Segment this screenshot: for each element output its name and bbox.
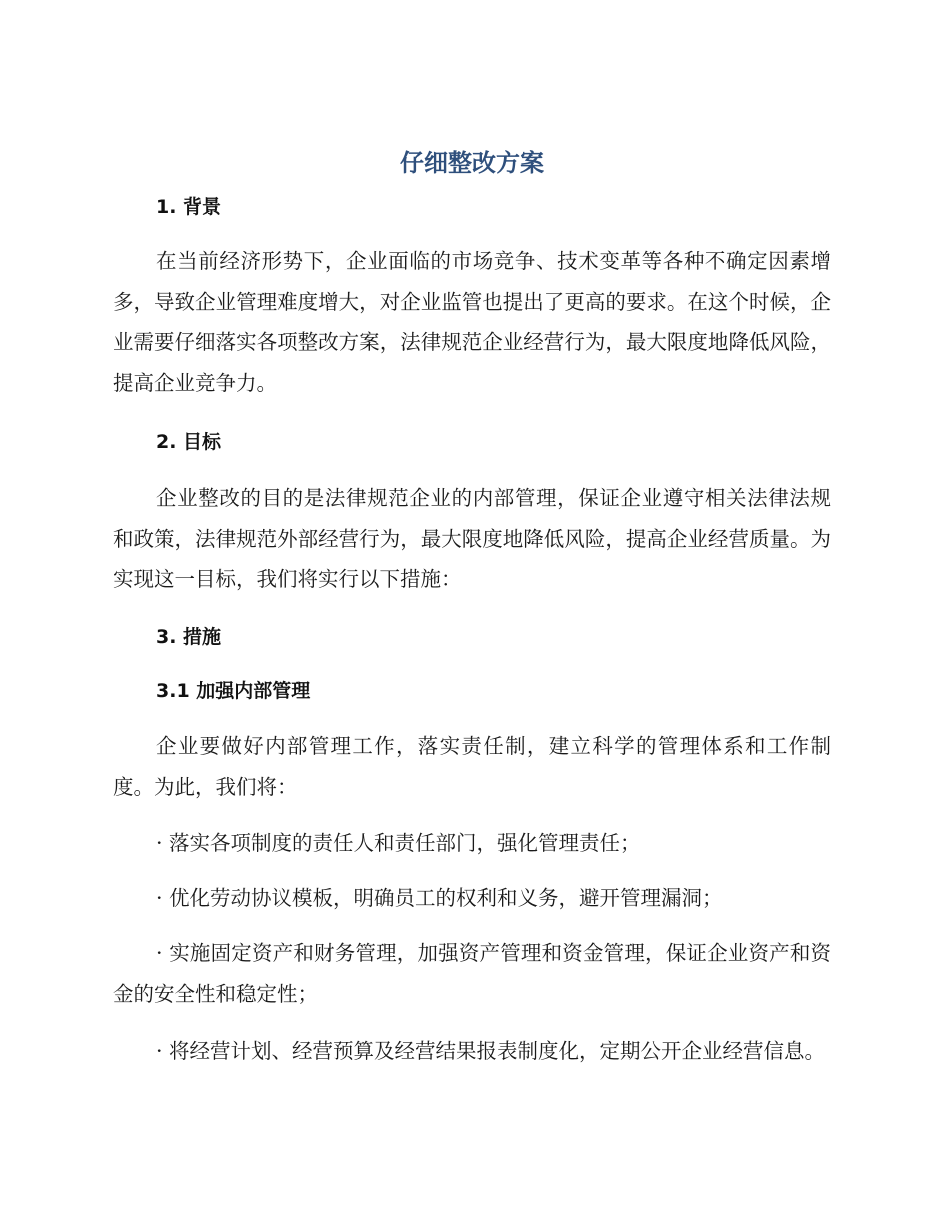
list-item: · 将经营计划、经营预算及经营结果报表制度化，定期公开企业经营信息。 — [156, 1039, 826, 1063]
section-heading-background: 1. 背景 — [156, 196, 222, 218]
background-paragraph: 在当前经济形势下，企业面临的市场竞争、技术变革等各种不确定因素增多，导致企业管理难度增大，对企业监管也提出了更高的要求。在这个时候，企业需要仔细落实各项整改方案，法律规范企业经营行为，最大限度地降低风险，提高企业竞争力。 — [113, 249, 831, 396]
subsection-3-1-paragraph: 企业要做好内部管理工作，落实责任制，建立科学的管理体系和工作制度。为此，我们将： — [113, 734, 831, 799]
list-item: · 实施固定资产和财务管理，加强资产管理和资金管理，保证企业资产和资金的安全性和稳定性； — [113, 941, 831, 1006]
section-heading-measures: 3. 措施 — [156, 626, 222, 648]
goal-paragraph: 企业整改的目的是法律规范企业的内部管理，保证企业遵守相关法律法规和政策，法律规范外部经营行为，最大限度地降低风险，提高企业经营质量。为实现这一目标，我们将实行以下措施： — [113, 486, 831, 592]
list-item: · 优化劳动协议模板，明确员工的权利和义务，避开管理漏洞； — [156, 886, 723, 910]
list-item: · 落实各项制度的责任人和责任部门，强化管理责任； — [156, 831, 641, 855]
section-heading-goal: 2. 目标 — [156, 431, 222, 453]
subsection-heading-3-1: 3.1 加强内部管理 — [156, 680, 311, 702]
document-title: 仔细整改方案 — [400, 149, 544, 177]
